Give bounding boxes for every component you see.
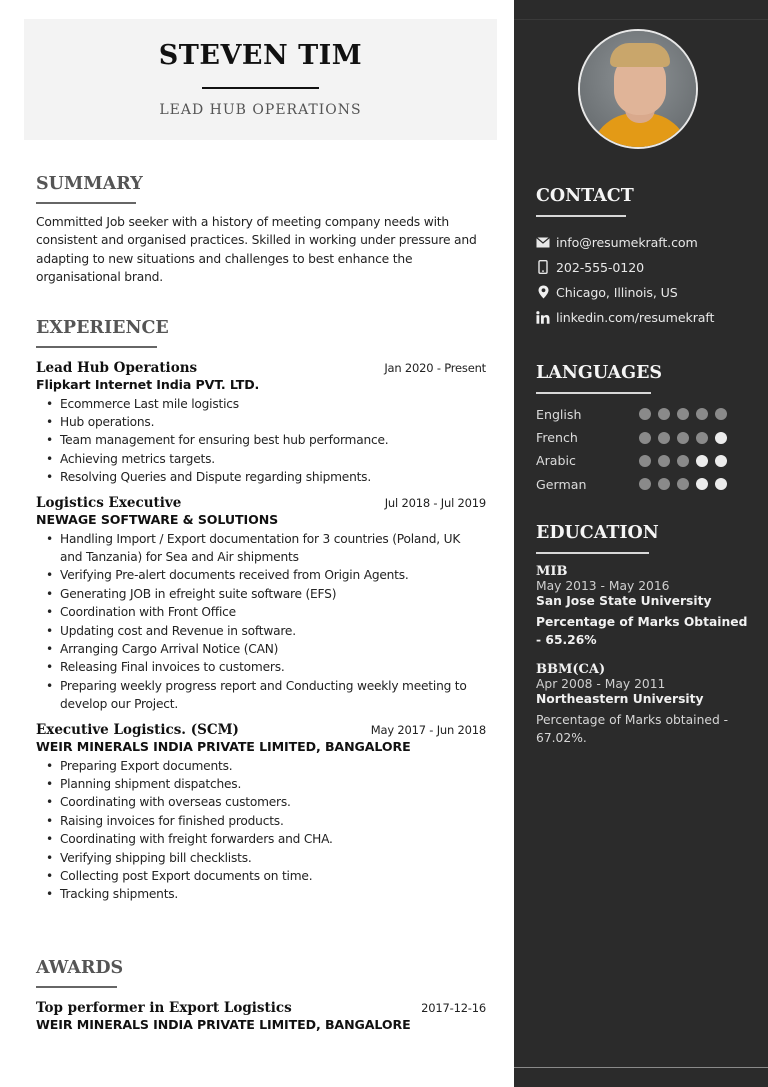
dot-filled-icon <box>677 455 689 467</box>
language-name: French <box>536 430 578 446</box>
dot-empty-icon <box>715 455 727 467</box>
education-section <box>536 525 751 748</box>
award-date: 2017-12-16 <box>421 1000 486 1015</box>
candidate-role: LEAD HUB OPERATIONS <box>159 102 362 118</box>
language-row-english <box>536 403 751 426</box>
language-row-french <box>536 426 751 449</box>
dot-filled-icon <box>658 408 670 420</box>
list-item: • Resolving Queries and Dispute regarding shipments. <box>60 468 486 486</box>
education-underline <box>536 552 649 554</box>
contact-section <box>536 188 751 330</box>
dot-filled-icon <box>715 408 727 420</box>
awards-underline <box>36 986 117 988</box>
list-item: • Preparing Export documents. <box>60 757 486 775</box>
experience-heading: EXPERIENCE <box>36 318 169 338</box>
summary-text: Committed Job seeker with a history of meeting company needs with consistent and organised practices. Skilled in working under pressure and adapting to new situations and challenges to best enhance the organisational brand. <box>36 214 477 285</box>
envelope-icon <box>536 235 550 249</box>
contact-phone-text: 202-555-0120 <box>556 259 645 275</box>
list-item: • Verifying shipping bill checklists. <box>60 849 486 867</box>
list-item: • Arranging Cargo Arrival Notice (CAN) <box>60 640 486 658</box>
phone-icon <box>536 260 550 274</box>
linkedin-icon <box>536 310 550 324</box>
languages-section <box>536 365 751 496</box>
job-entry <box>36 722 486 904</box>
list-item: • Verifying Pre-alert documents received from Origin Agents. <box>60 566 486 584</box>
contact-location <box>536 280 751 305</box>
dot-filled-icon <box>639 478 651 490</box>
job-bullets <box>36 757 486 904</box>
summary-underline <box>36 202 136 204</box>
job-company: WEIR MINERALS INDIA PRIVATE LIMITED, BANGALORE <box>36 738 411 754</box>
dot-filled-icon <box>677 408 689 420</box>
education-degree: BBM(CA) <box>536 661 606 677</box>
dot-empty-icon <box>696 455 708 467</box>
summary-heading: SUMMARY <box>36 174 143 194</box>
award-company: WEIR MINERALS INDIA PRIVATE LIMITED, BANGALORE <box>36 1016 411 1032</box>
dot-empty-icon <box>715 478 727 490</box>
job-entry <box>36 360 486 487</box>
awards-heading: AWARDS <box>36 958 124 978</box>
contact-phone[interactable] <box>536 255 751 280</box>
job-title: Logistics Executive <box>36 494 182 511</box>
dot-empty-icon <box>715 432 727 444</box>
language-name: English <box>536 406 582 422</box>
list-item: • Collecting post Export documents on time. <box>60 867 486 885</box>
sidebar-bottom-divider <box>514 1067 768 1068</box>
list-item: • Tracking shipments. <box>60 885 486 903</box>
list-item: • Team management for ensuring best hub performance. <box>60 431 486 449</box>
header-divider <box>202 87 319 89</box>
list-item: • Coordinating with overseas customers. <box>60 793 486 811</box>
dot-filled-icon <box>677 478 689 490</box>
language-name: Arabic <box>536 453 576 469</box>
dot-filled-icon <box>658 432 670 444</box>
dot-filled-icon <box>677 432 689 444</box>
job-company: Flipkart Internet India PVT. LTD. <box>36 376 260 392</box>
list-item: • Generating JOB in efreight suite software (EFS) <box>60 585 486 603</box>
education-school: Northeastern University <box>536 691 704 706</box>
job-entry <box>36 495 486 714</box>
job-date: Jan 2020 - Present <box>384 360 486 375</box>
job-bullets <box>36 530 486 714</box>
language-row-arabic <box>536 449 751 472</box>
education-entry <box>536 564 751 650</box>
contact-location-text: Chicago, Illinois, US <box>556 284 678 300</box>
list-item: • Handling Import / Export documentation for 3 countries (Poland, UK and Tanzania) for Sea and Air shipments <box>60 530 486 567</box>
experience-underline <box>36 346 157 348</box>
education-entry <box>536 662 751 748</box>
sidebar-top-divider <box>514 19 768 20</box>
list-item: • Ecommerce Last mile logistics <box>60 395 486 413</box>
language-level-dots <box>639 478 727 490</box>
languages-underline <box>536 392 651 394</box>
language-name: German <box>536 476 587 492</box>
list-item: • Achieving metrics targets. <box>60 450 486 468</box>
summary-section <box>36 176 486 287</box>
education-school: San Jose State University <box>536 593 712 608</box>
list-item: • Updating cost and Revenue in software. <box>60 622 486 640</box>
dot-filled-icon <box>658 455 670 467</box>
dot-filled-icon <box>696 432 708 444</box>
job-title: Executive Logistics. (SCM) <box>36 721 239 738</box>
job-bullets <box>36 395 486 487</box>
job-title: Lead Hub Operations <box>36 359 198 376</box>
awards-section <box>36 960 486 1032</box>
contact-linkedin[interactable] <box>536 305 751 330</box>
list-item: • Preparing weekly progress report and Conducting weekly meeting to develop our Project. <box>60 677 486 714</box>
resume-sidebar <box>514 0 768 1087</box>
dot-empty-icon <box>696 478 708 490</box>
list-item: • Coordination with Front Office <box>60 603 486 621</box>
contact-underline <box>536 215 626 217</box>
contact-email[interactable] <box>536 230 751 255</box>
language-level-dots <box>639 408 727 420</box>
job-date: May 2017 - Jun 2018 <box>370 722 486 737</box>
dot-filled-icon <box>639 455 651 467</box>
language-level-dots <box>639 432 727 444</box>
list-item: • Raising invoices for finished products. <box>60 812 486 830</box>
dot-filled-icon <box>696 408 708 420</box>
dot-filled-icon <box>639 408 651 420</box>
language-row-german <box>536 473 751 496</box>
education-date: Apr 2008 - May 2011 <box>536 676 666 691</box>
job-date: Jul 2018 - Jul 2019 <box>384 495 486 510</box>
list-item: • Planning shipment dispatches. <box>60 775 486 793</box>
education-heading: EDUCATION <box>536 523 659 543</box>
award-entry <box>36 1000 486 1032</box>
contact-email-text: info@resumekraft.com <box>556 234 698 250</box>
award-title: Top performer in Export Logistics <box>36 999 292 1016</box>
education-note: Percentage of Marks Obtained - 65.26% <box>536 614 748 648</box>
location-pin-icon <box>536 285 550 299</box>
job-company: NEWAGE SOFTWARE & SOLUTIONS <box>36 511 279 527</box>
contact-heading: CONTACT <box>536 186 634 206</box>
dot-filled-icon <box>658 478 670 490</box>
list-item: • Releasing Final invoices to customers. <box>60 658 486 676</box>
contact-linkedin-text: linkedin.com/resumekraft <box>556 309 715 325</box>
education-date: May 2013 - May 2016 <box>536 578 670 593</box>
dot-filled-icon <box>639 432 651 444</box>
education-note: Percentage of Marks obtained - 67.02%. <box>536 712 729 746</box>
list-item: • Coordinating with freight forwarders and CHA. <box>60 830 486 848</box>
experience-section <box>36 320 486 904</box>
candidate-name: STEVEN TIM <box>158 40 363 71</box>
avatar <box>578 29 698 149</box>
list-item: • Hub operations. <box>60 413 486 431</box>
languages-heading: LANGUAGES <box>536 363 663 383</box>
language-level-dots <box>639 455 727 467</box>
education-degree: MIB <box>536 563 568 579</box>
resume-header <box>24 19 497 140</box>
